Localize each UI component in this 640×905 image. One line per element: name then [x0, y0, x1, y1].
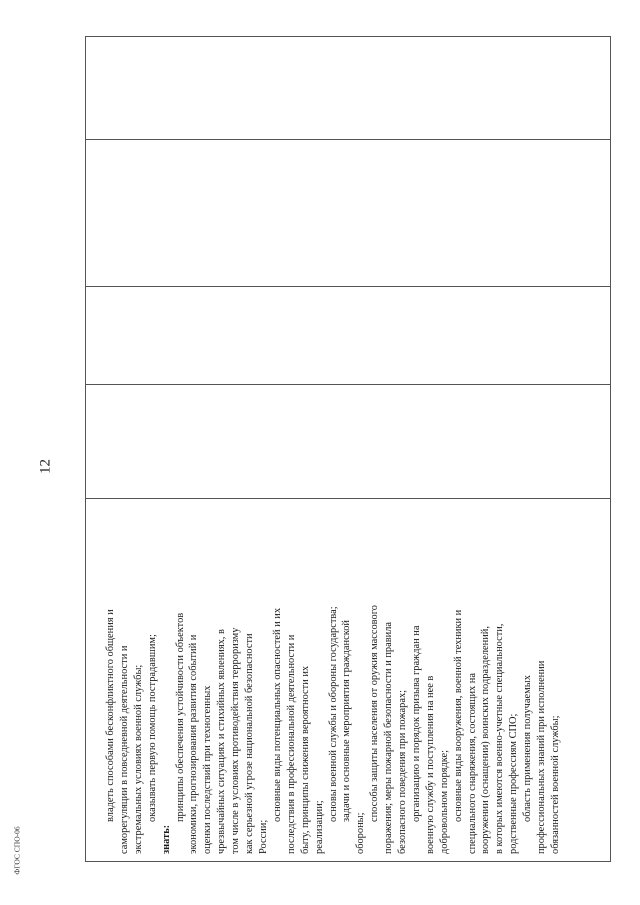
competency-text-cell — [104, 498, 561, 854]
text-line: России; — [257, 819, 269, 854]
text-line: основы военной службы и обороны государства; — [327, 606, 339, 822]
text-line: основные виды потенциальных опасностей и их — [271, 607, 283, 822]
text-line: добровольном порядке; — [438, 749, 450, 854]
text-line: принципы обеспечения устойчивости объектов — [174, 612, 186, 822]
text-line: область применения получаемых — [522, 675, 534, 822]
text-line: оказывать первую помощь пострадавшим; — [146, 634, 158, 822]
text-line: в которых имеются военно-учетные специальности, — [494, 623, 506, 854]
text-line: способы защиты населения от оружия массового — [369, 605, 381, 822]
text-line: родственные профессиям СПО; — [508, 713, 520, 854]
text-line: обязанностей военной службы; — [550, 715, 561, 854]
column-divider — [85, 286, 611, 287]
text-line: владеть способами бесконфликтного общения и — [105, 609, 116, 822]
footer-code: ФГОС СПО-06 — [12, 826, 22, 875]
text-line: профессиональных знаний при исполнении — [536, 660, 548, 854]
column-divider — [85, 384, 611, 385]
text-line: экстремальных условиях военной службы; — [132, 664, 144, 854]
text-line: специального снаряжения, состоящих на — [466, 673, 478, 854]
table-border-right — [610, 36, 611, 862]
text-line: обороны; — [355, 812, 367, 854]
text-line: чрезвычайных ситуациях и стихийных явлениях, в — [216, 629, 228, 854]
text-line: безопасного поведения при пожарах; — [397, 689, 409, 854]
text-line: вооружении (оснащении) воинских подразделений, — [480, 626, 492, 854]
table-border-top — [85, 36, 611, 37]
page-number: 12 — [37, 459, 54, 474]
text-line: задачи и основные мероприятия гражданской — [341, 620, 353, 822]
text-line: том числе в условиях противодействия терроризму — [230, 627, 242, 854]
table-border-bottom — [85, 861, 611, 862]
table-border-left — [85, 36, 86, 862]
text-line: быту, принципы снижения вероятности их — [299, 665, 311, 854]
text-line: военную службу и поступления на нее в — [424, 675, 436, 854]
text-line: организацию и порядок призыва граждан на — [410, 625, 422, 822]
text-line: последствия в профессиональной деятельности и — [285, 634, 297, 854]
text-line: как серьезной угрозе национальной безопасности — [244, 633, 256, 854]
text-line: реализации; — [313, 800, 325, 854]
text-line: основные виды вооружения, военной техники и — [452, 609, 464, 822]
column-divider — [85, 139, 611, 140]
text-line: экономики, прогнозирования развития событий и — [188, 634, 200, 854]
text-line: поражения; меры пожарной безопасности и правила — [383, 622, 395, 854]
text-line: знать: — [160, 824, 172, 854]
text-line: саморегуляции в повседневной деятельности и — [118, 645, 130, 854]
text-line: оценки последствий при техногенных — [202, 685, 214, 854]
